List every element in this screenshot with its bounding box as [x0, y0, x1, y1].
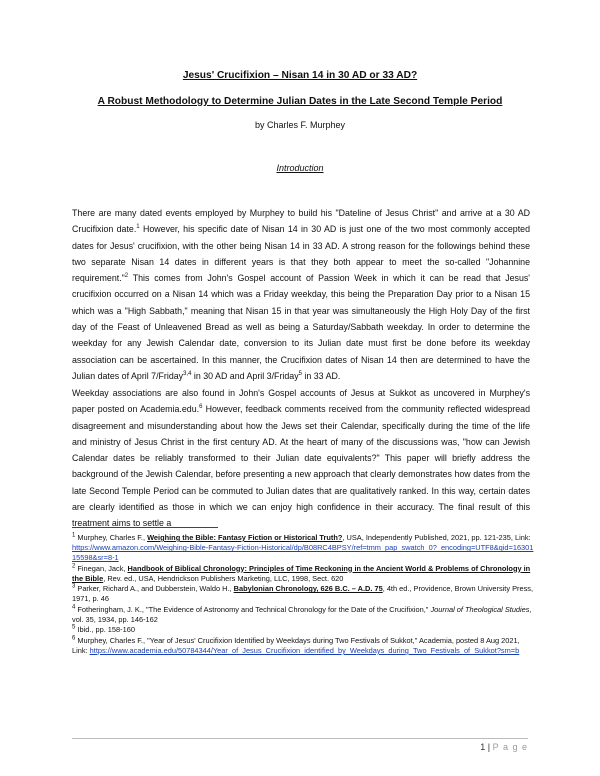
author-line: by Charles F. Murphey [254, 120, 346, 130]
footnote-separator [72, 527, 218, 528]
footnote-number: 5 [72, 624, 76, 631]
footnote-ref-1[interactable]: 1 [136, 224, 140, 231]
footnote-ref-5[interactable]: 5 [298, 371, 302, 378]
footnote-link-amazon[interactable]: https://www.amazon.com/Weighing-Bible-Fantasy-Fiction-Historical/dp/B08RC4BPSY/ref=tmm_pap_swatch_0?_encoding=UTF8&qid=1630115598&sr=8-1 [72, 543, 534, 563]
footnote-4 [72, 605, 534, 625]
section-heading-introduction: Introduction [276, 163, 324, 173]
footnote-ref-3-4[interactable]: 3,4 [183, 371, 192, 378]
p1-text-c: This comes from John's Gospel account of Passion Week in which it can be read that Jesus' crucifixion occurred on a Nisan 14 which was a Friday weekday, this being the Preparation Day prior to a Nisan 15 which was a "High Sabbath," meaning that Nisan 15 in that year was simultaneously the High Holy Day of the first day of the Feast of Unleavened Bread as well as being a Saturday/Sabbath weekday. In order to determine the weekday for any Jewish Calendar date, conversion to its Julian date must first be done before its weekday association can be ascertained. In this manner, the Crucifixion dates of Nisan 14 then are determined to have the Julian dates of April 7/Friday [72, 273, 530, 381]
footnote-number: 4 [72, 604, 76, 611]
document-subtitle: A Robust Methodology to Determine Julian Dates in the Late Second Temple Period [97, 96, 503, 107]
footnote-text: , vol. 35, 1934, pp. 146-162 [72, 604, 532, 624]
footnote-3 [72, 584, 534, 604]
footnote-6 [72, 636, 534, 656]
footnote-link-academia[interactable]: https://www.academia.edu/50784344/Year_of_Jesus_Crucifixion_identified_by_Weekdays_during_Two_Festivals_of_Sukkot?sm=b [89, 645, 520, 655]
footnote-text: Murphey, Charles F., "Year of Jesus' Crucifixion Identified by Weekdays during Two Festivals of Sukkot," Academia, posted 8 Aug 2021, Link: [72, 635, 520, 655]
footnote-number: 1 [72, 532, 76, 539]
document-title: Jesus' Crucifixion – Nisan 14 in 30 AD or 33 AD? [182, 70, 418, 81]
footnote-text: Finegan, Jack, [75, 563, 128, 573]
footnotes-section [72, 533, 534, 656]
footnote-text: Ibid., pp. 158-160 [75, 625, 135, 635]
p2-text-b: However, feedback comments received from the community reflected widespread disagreement and misunderstanding about how the Jews set their Calendar, specifically during the time of the life and ministry of Jesus Christ in the first century AD. At the heart of many of the discussions was, "how can Jewish Calendar dates be reliably transformed to their Julian date equivalents?" This paper will briefly address the background of the Jewish Calendar, before presenting a new approach that clearly demonstrates how dates from the late Second Temple Period can be commuted to Julian dates that are qualitatively ranked. In this way, certain dates are clearly identified as those in which we can enjoy high confidence in their accuracy. The final result of this treatment aims to settle a [72, 404, 530, 529]
page-number: 1 [480, 742, 486, 752]
footnote-text: Fotheringham, J. K., "The Evidence of Astronomy and Technical Chronology for the Date of the Crucifixion," [75, 604, 431, 614]
footnote-number: 2 [72, 563, 76, 570]
footnote-text: , USA, Independently Published, 2021, pp. 121-235, Link: [342, 533, 531, 542]
page-label: P a g e [492, 742, 528, 752]
p2-text-a: Weekday associations are also found in John's Gospel accounts of Jesus at Sukkot as uncovered in Murphey's paper posted on Academia.edu. [72, 388, 530, 415]
footnote-ref-6[interactable]: 6 [199, 404, 203, 411]
footnote-book-title: Babylonian Chronology, 626 B.C. – A.D. 75 [233, 584, 383, 594]
footnote-2 [72, 564, 534, 584]
footnote-ref-2[interactable]: 2 [124, 273, 129, 280]
body-paragraph-1 [72, 205, 530, 384]
footnote-text: Murphey, Charles F., [75, 533, 148, 542]
page-footer-rule [72, 738, 528, 739]
footnote-text: , Rev. ed., USA, Hendrickson Publishers Marketing, LLC, 1998, Sect. 620 [103, 573, 344, 583]
p1-text-e: in 33 AD. [301, 370, 341, 381]
page-separator: | [487, 742, 491, 752]
page-footer [480, 742, 528, 752]
footnote-1 [72, 533, 534, 563]
footnote-number: 6 [72, 635, 76, 642]
p1-text-a: There are many dated events employed by Murphey to build his "Dateline of Jesus Christ" and arrive at a 30 AD Crucifixion date. [72, 208, 530, 235]
footnote-book-title: Handbook of Biblical Chronology: Principles of Time Reckoning in the Ancient World & Problems of Chronology in the Bible [72, 563, 531, 583]
footnote-book-title: Weighing the Bible: Fantasy Fiction or Historical Truth? [147, 533, 343, 542]
footnote-text: Parker, Richard A., and Dubberstein, Waldo H., [75, 584, 234, 594]
p1-text-b: However, his specific date of Nisan 14 in 30 AD is just one of the two most commonly accepted dates for Jesus' crucifixion, with the other being Nisan 14 in 33 AD. A strong reason for the followings behind these two separate Nisan 14 dates in different years is that they both appear to meet the so-called "Johannine requirement." [72, 224, 530, 284]
body-paragraph-2 [72, 385, 530, 532]
p1-text-d: in 30 AD and April 3/Friday [191, 370, 299, 381]
footnote-5 [72, 625, 534, 635]
footnote-journal-title: Journal of Theological Studies [430, 604, 530, 614]
footnote-text: , 4th ed., Providence, Brown University Press, 1971, p. 46 [72, 584, 534, 604]
footnote-number: 3 [72, 583, 76, 590]
